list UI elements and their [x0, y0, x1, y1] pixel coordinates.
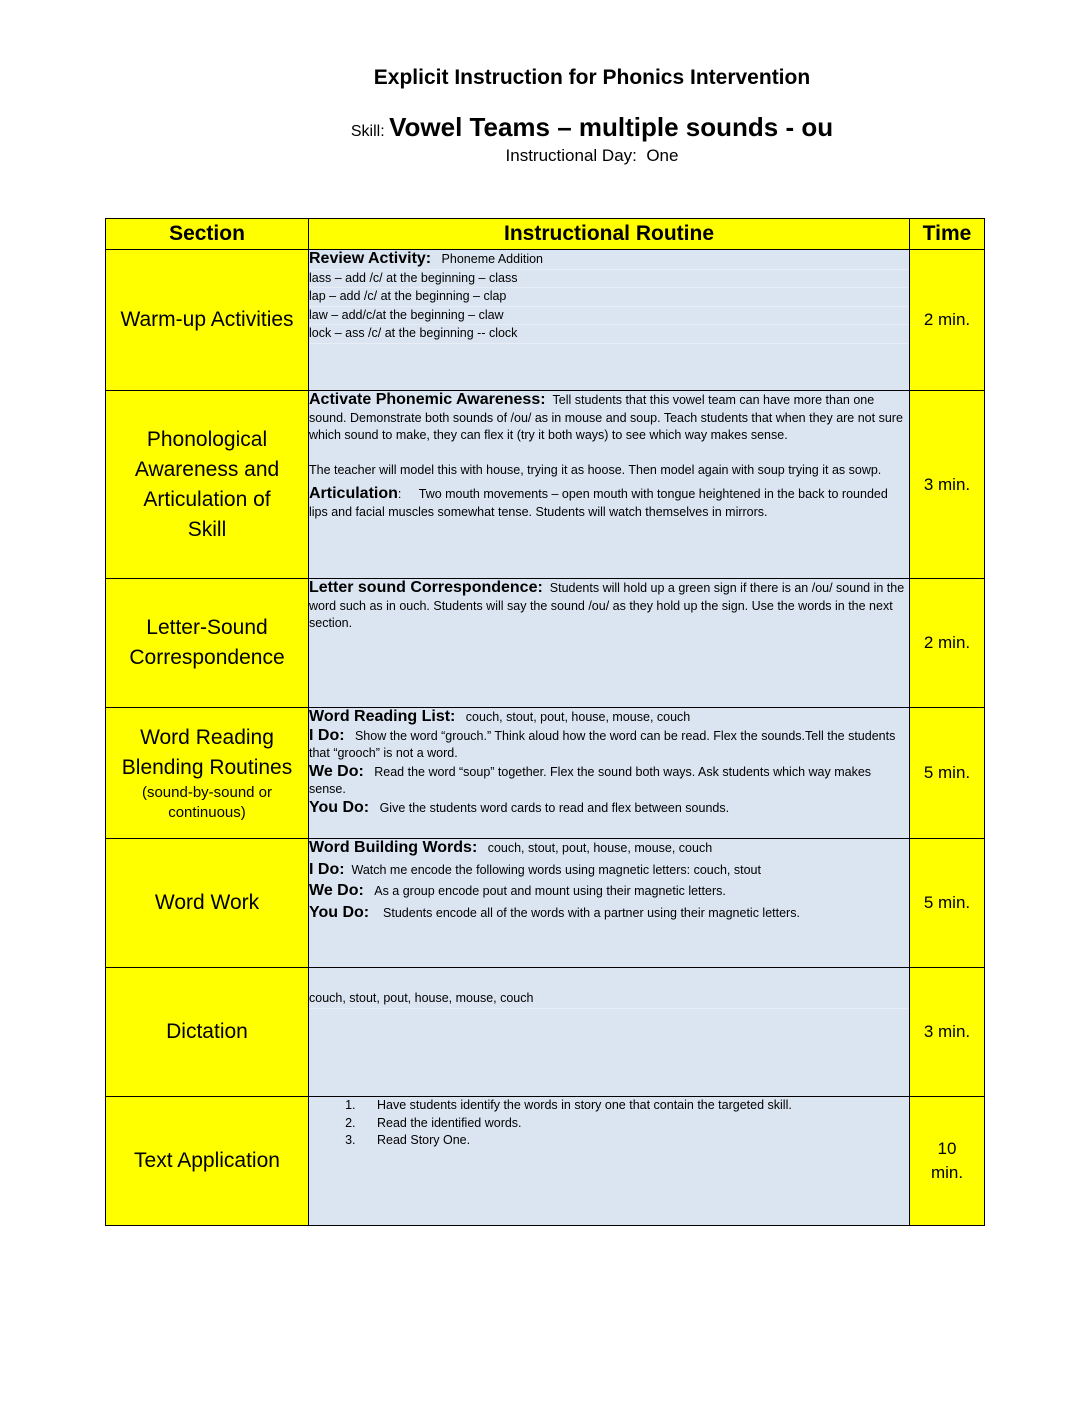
- document-title: Explicit Instruction for Phonics Intervention: [373, 66, 811, 89]
- section-cell: [106, 839, 309, 968]
- table-row: [106, 839, 985, 968]
- routine-cell: [309, 968, 910, 1097]
- steps-list: [309, 1097, 909, 1150]
- list-item: 2. Read the identified words.: [359, 1115, 909, 1133]
- routine-line: law – add/c/at the beginning – claw: [309, 307, 909, 326]
- routine-line: lap – add /c/ at the beginning – clap: [309, 288, 909, 307]
- time-cell: 2 min.: [910, 250, 985, 391]
- table-row: [106, 708, 985, 839]
- routine-label: Letter sound Correspondence:: [309, 579, 543, 596]
- routine-text: Students will hold up a green sign if there is an /ou/ sound in the word such as in ouch. Students will say the sound /ou/ as they hold up the sign. Use the words in the next section.: [309, 581, 905, 631]
- routine-text: As a group encode pout and mount using their magnetic letters.: [374, 884, 726, 899]
- section-name: Articulation of: [143, 487, 271, 511]
- routine-text: Tell students that this vowel team can have more than one sound. Demonstrate both sounds of /ou/ as in mouse and soup. Teach students that when they are not sure which sound to make, they can flex it (try it both ways) to see which way makes sense.: [309, 393, 903, 443]
- routine-cell: [309, 250, 910, 391]
- section-cell: [106, 968, 309, 1097]
- routine-text: couch, stout, pout, house, mouse, couch: [465, 710, 691, 724]
- routine-cell: [309, 708, 910, 839]
- table-row: [106, 250, 985, 391]
- table-row: [106, 968, 985, 1097]
- day-value: One: [646, 146, 679, 165]
- skill-label: Skill:: [350, 123, 385, 140]
- section-cell: [106, 579, 309, 708]
- routine-cell: [309, 579, 910, 708]
- list-item: 3. Read Story One.: [359, 1132, 909, 1150]
- time-cell: 10 min.: [910, 1097, 985, 1226]
- routine-cell: [309, 839, 910, 968]
- table-header-row: [106, 219, 985, 250]
- time-cell: 3 min.: [910, 968, 985, 1097]
- time-cell: 5 min.: [910, 708, 985, 839]
- routine-label: You Do:: [309, 903, 370, 921]
- section-name: Word Reading: [140, 726, 274, 749]
- section-name: Warm-up Activities: [120, 308, 294, 331]
- section-subtitle: (sound-by-sound or continuous): [141, 784, 273, 821]
- section-name: Letter-Sound: [146, 616, 268, 639]
- section-name: Blending Routines: [121, 756, 293, 779]
- routine-text: Read the word “soup” together. Flex the sound both ways. Ask students which way makes sense.: [309, 764, 872, 797]
- section-cell: [106, 250, 309, 391]
- lesson-table: [105, 218, 985, 1226]
- column-header-time: Time: [910, 219, 985, 250]
- routine-label: Articulation: [309, 485, 398, 503]
- routine-label: We Do:: [309, 882, 364, 900]
- column-header-routine: Instructional Routine: [309, 219, 910, 250]
- routine-line: lock – ass /c/ at the beginning -- clock: [309, 325, 909, 344]
- table-row: [106, 1097, 985, 1226]
- section-name: Correspondence: [129, 646, 285, 669]
- routine-label: Word Reading List:: [309, 708, 456, 725]
- skill-value: Vowel Teams – multiple sounds - ou: [389, 112, 834, 142]
- time-cell: 2 min.: [910, 579, 985, 708]
- column-header-section: Section: [106, 219, 309, 250]
- routine-cell: Activate Phonemic Awareness: Tell students that this vowel team can have more than one sound. Demonstrate both sounds of /ou/ as in mouse and soup. Teach students that when they are not sure which sound to make, they can flex it (try it both ways) to see which way makes sense. The teacher will model this with house, trying it as hoose. Then model again with soup trying it as sowp. Articulation: Two mouth movements – open mouth with tongue heightened in the back to rounded lips and facial muscles somewhat tense. Students will watch themselves in mirrors.: [309, 391, 910, 579]
- table-row: [106, 391, 985, 579]
- routine-label: I Do:: [309, 860, 345, 878]
- table-row: [106, 579, 985, 708]
- routine-text: Two mouth movements – open mouth with tongue heightened in the back to rounded lips and facial muscles somewhat tense. Students will watch themselves in mirrors.: [309, 487, 888, 519]
- routine-label: I Do:: [309, 726, 345, 744]
- time-cell: 5 min.: [910, 839, 985, 968]
- routine-text: Show the word “grouch.” Think aloud how the word can be read. Flex the sounds.Tell the students that “grooch” is not a word.: [309, 728, 896, 761]
- routine-text: Students encode all of the words with a partner using their magnetic letters.: [383, 905, 800, 920]
- routine-label: Activate Phonemic Awareness:: [309, 391, 546, 408]
- section-cell: [106, 1097, 309, 1226]
- section-name: Text Application: [134, 1149, 280, 1172]
- routine-label: Word Building Words:: [309, 839, 478, 856]
- section-name: Skill: [187, 517, 227, 541]
- section-name: Word Work: [154, 891, 260, 914]
- routine-cell: [309, 1097, 910, 1226]
- list-item: 1. Have students identify the words in story one that contain the targeted skill.: [359, 1097, 909, 1115]
- routine-text: couch, stout, pout, house, mouse, couch: [487, 841, 713, 855]
- routine-label: We Do:: [309, 762, 364, 780]
- routine-label: You Do:: [309, 798, 370, 816]
- section-cell: [106, 708, 309, 839]
- routine-text: couch, stout, pout, house, mouse, couch: [309, 990, 909, 1009]
- routine-text: Phoneme Addition: [441, 252, 544, 266]
- skill-line: [136, 112, 1048, 143]
- routine-text: The teacher will model this with house, trying it as hoose. Then model again with soup trying it as sowp.: [309, 462, 882, 477]
- routine-text: Watch me encode the following words using magnetic letters: couch, stout: [351, 862, 761, 877]
- section-cell: [106, 391, 309, 579]
- routine-line: lass – add /c/ at the beginning – class: [309, 270, 909, 289]
- routine-text: Give the students word cards to read and flex between sounds.: [379, 800, 730, 815]
- time-cell: 3 min.: [910, 391, 985, 579]
- section-name: Phonological: [146, 427, 268, 451]
- section-name: Awareness and: [134, 457, 280, 481]
- routine-label: Review Activity:: [309, 250, 432, 267]
- instructional-day-line: [136, 146, 1048, 166]
- section-name: Dictation: [166, 1020, 248, 1043]
- day-label: Instructional Day:: [505, 146, 637, 165]
